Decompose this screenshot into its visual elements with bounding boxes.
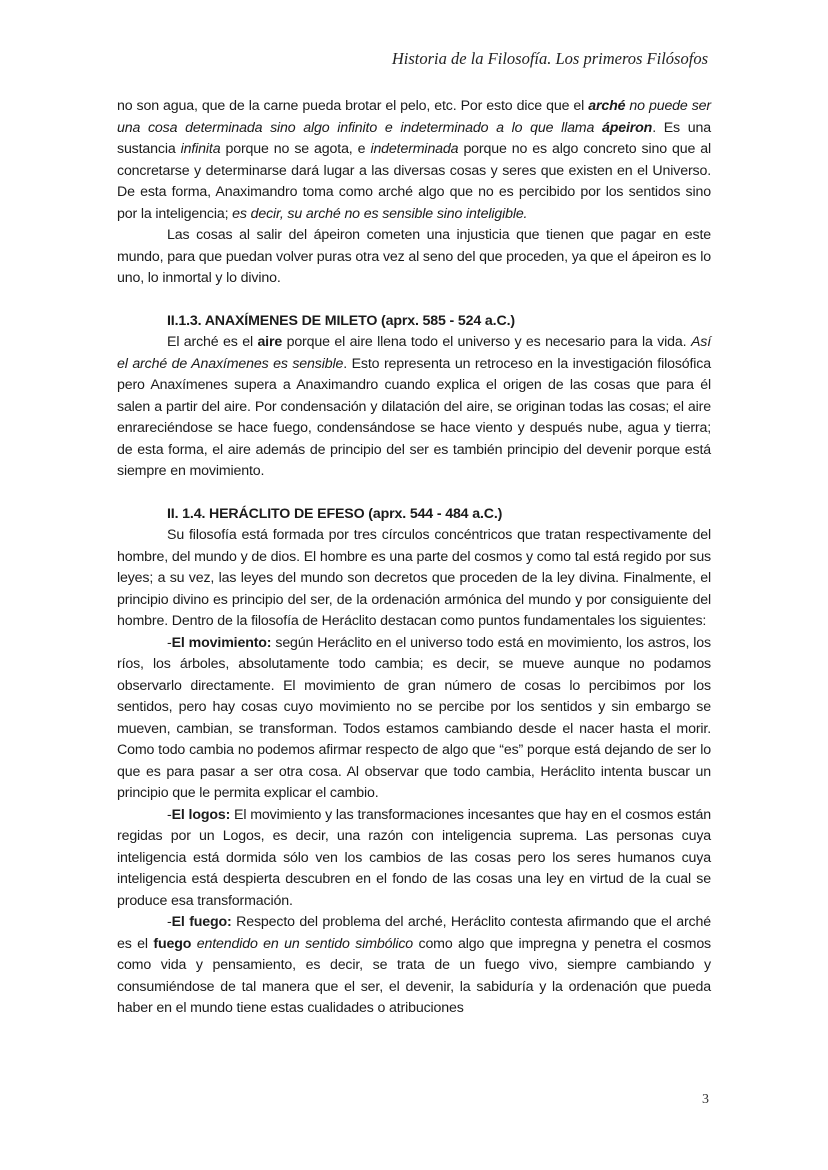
term-fuego-heading: El fuego: xyxy=(171,914,232,930)
paragraph-injusticia: Las cosas al salir del ápeiron cometen una injusticia que tienen que pagar en este mundo, para que puedan volver puras otra vez al seno del que proceden, ya que el ápeiron es lo uno, lo inmortal y lo divino. xyxy=(117,227,712,286)
term-movimiento: El movimiento: xyxy=(171,634,272,651)
paragraph-fuego: -El fuego: Respecto del problema del arché, Heráclito contesta afirmando que el arché es el fuego entendido en un sentido simbólico como algo que impregna y penetra el cosmos como vida y pensamiento, es decir, se trata de un fuego vivo, siempre cambiando y consumiéndose de tal manera que el ser, el devenir, la sabiduría y la ordenación que pueda haber en el mundo tiene estas cualidades o atribuciones xyxy=(117,914,712,1016)
paragraph-anaximenes: El arché es el aire porque el aire llena todo el universo y es necesario para la vida. Así el arché de Anaxímenes es sensible. Esto representa un retroceso en la investigación filosófica pero Anaxímenes supera a Anaximandro cuando explica el origen de las cosas que para él salen a partir del aire. Por condensación y dilatación del aire, se originan todas las cosas; el aire enrareciéndose se hace fuego, condensándose se hace viento y después nube, agua y tierra; de esta forma, el aire además de principio del ser es también principio del devenir porque está siempre en movimiento. xyxy=(117,334,711,479)
running-header: Historia de la Filosofía. Los primeros Filósofos xyxy=(391,49,708,68)
term-logos: El logos: xyxy=(171,806,231,823)
paragraph-apeiron: no son agua, que de la carne pueda brotar el pelo, etc. Por esto dice que el arché no puede ser una cosa determinada sino algo infinito e indeterminado a lo que llama ápeiron. Es una sustancia infinita porque no se agota, e indeterminada porque no es algo concreto sino que al concretarse y determinarse dará lugar a las diversas cosas y seres que existen en el Universo. De esta forma, Anaximandro toma como arché algo que no es percibido por los sentidos sino por la inteligencia; es decir, su arché no es sensible sino inteligible. xyxy=(117,98,712,222)
paragraph-movimiento: -El movimiento: según Heráclito en el universo todo está en movimiento, los astros, los ríos, los árboles, absolutamente todo cambia; es decir, se mueve aunque no podamos observarlo directamente. El movimiento de gran número de cosas lo percibimos por los sentidos, pero hay cosas cuyo movimiento no se percibe por los sentidos y sin embargo se mueven, cambian, se transforman. Todos estamos cambiando desde el nacer hasta el morir. Como todo cambia no podemos afirmar respecto de algo que “es” porque está dejando de ser lo que es para pasar a ser otra cosa. Al observar que todo cambia, Heráclito intenta buscar un principio que le permita explicar el cambio. xyxy=(117,634,711,801)
term-arche: arché xyxy=(588,98,626,114)
page-body xyxy=(117,96,711,1020)
section-heading-heraclito: II. 1.4. HERÁCLITO DE EFESO (aprx. 544 - 484 a.C.) xyxy=(167,505,503,522)
term-fuego: fuego xyxy=(153,935,192,952)
term-apeiron: ápeiron xyxy=(601,119,653,136)
section-heading-anaximenes: II.1.3. ANAXÍMENES DE MILETO (aprx. 585 - 524 a.C.) xyxy=(167,312,515,329)
term-aire: aire xyxy=(257,334,283,350)
paragraph-logos: -El logos: El movimiento y las transformaciones incesantes que hay en el cosmos están regidas por un Logos, es decir, una razón con inteligencia suprema. Las personas cuya inteligencia está dormida sólo ven los cambios de las cosas pero los seres humanos cuya inteligencia está despierta descubren en el fondo de las cosas una ley en virtud de la cual se produce esa transformación. xyxy=(117,806,711,909)
paragraph-heraclito-intro: Su filosofía está formada por tres círculos concéntricos que tratan respectivamente del hombre, del mundo y de dios. El hombre es una parte del cosmos y como tal está regido por sus leyes; a su vez, las leyes del mundo son decretos que proceden de la ley divina. Finalmente, el principio divino es principio del ser, de la ordenación armónica del mundo y por consiguiente del hombre. Dentro de la filosofía de Heráclito destacan como puntos fundamentales los siguientes: xyxy=(117,527,711,629)
page-number: 3 xyxy=(702,1092,709,1107)
